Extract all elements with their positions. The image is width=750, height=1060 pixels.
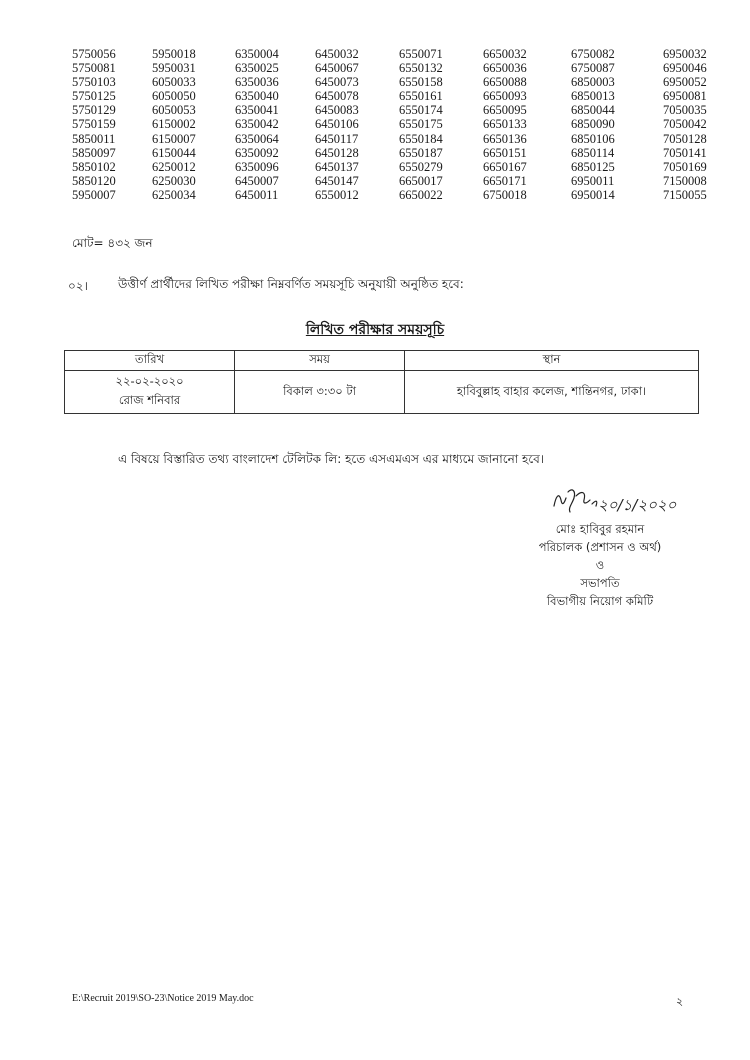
signatory-designation: পরিচালক (প্রশাসন ও অর্থ) [538,540,662,554]
roll-number: 6050033 [152,75,196,90]
roll-number: 6650017 [399,173,443,188]
roll-number: 6550187 [399,145,443,160]
roll-number: 7150008 [663,173,707,188]
roll-number: 6550161 [399,89,443,104]
total-count: মোট= ৪৩২ জন [72,236,153,250]
roll-number: 6350042 [235,117,279,132]
header-time: সময় [235,351,405,371]
roll-number: 5950031 [152,61,196,76]
signature-image [550,478,690,520]
roll-number: 6450073 [315,75,359,90]
roll-number: 6450147 [315,173,359,188]
roll-number: 6350025 [235,61,279,76]
roll-number: 6550071 [399,47,443,61]
roll-number: 6650171 [483,173,527,188]
roll-number: 6650093 [483,89,527,104]
roll-number: 6150002 [152,117,196,132]
roll-number: 6850125 [571,159,615,174]
roll-number: 6650036 [483,61,527,76]
roll-number: 5850097 [72,145,116,160]
signatory-block [530,520,670,610]
schedule-row [65,371,699,414]
roll-number: 6350041 [235,103,279,118]
paragraph-text: উত্তীর্ণ প্রার্থীদের লিখিত পরীক্ষা নিম্নবর্ণিত সময়সূচি অনুযায়ী অনুষ্ঠিত হবে: [118,277,464,291]
roll-number: 6150044 [152,145,196,160]
roll-number: 5750081 [72,61,116,76]
roll-number: 6550158 [399,75,443,90]
roll-number: 7050042 [663,117,707,132]
roll-number: 6950011 [571,173,615,188]
roll-number: 6650151 [483,145,527,160]
roll-number: 6450117 [315,131,359,146]
roll-number: 6050053 [152,103,196,118]
roll-number: 6850013 [571,89,615,104]
roll-number: 6650032 [483,47,527,61]
schedule-title-wrap [0,318,750,342]
roll-number: 6950052 [663,75,707,90]
roll-number: 6850114 [571,145,615,160]
roll-number: 6450083 [315,103,359,118]
paragraph-number: ০২। [68,279,88,293]
header-place: স্থান [405,351,699,371]
roll-number: 6450137 [315,159,359,174]
roll-number: 6950081 [663,89,707,104]
schedule-date: ২২-০২-২০২০ [115,374,184,388]
schedule-table [64,350,699,414]
signature-date: ২০/১/২০২০ [598,496,677,514]
roll-number: 7050169 [663,159,707,174]
roll-number: 6350064 [235,131,279,146]
roll-number: 7050035 [663,103,707,118]
roll-number: 5750129 [72,103,116,118]
roll-number: 6350092 [235,145,279,160]
roll-number: 5850102 [72,159,116,174]
roll-number: 6350036 [235,75,279,90]
roll-number: 6650022 [399,187,443,202]
note-text: এ বিষয়ে বিস্তারিত তথ্য বাংলাদেশ টেলিটক লি: হতে এসএমএস এর মাধ্যমে জানানো হবে। [118,452,545,466]
signatory-role: সভাপতি [580,576,620,590]
roll-number: 6750087 [571,61,615,76]
roll-number: 6250012 [152,159,196,174]
roll-number: 5750103 [72,75,116,90]
roll-number: 7150055 [663,187,707,202]
schedule-date-cell [65,371,235,414]
roll-number: 5950018 [152,47,196,61]
roll-number: 6650136 [483,131,527,146]
signatory-committee: বিভাগীয় নিয়োগ কমিটি [546,594,654,608]
roll-number: 6850106 [571,131,615,146]
roll-number: 6850044 [571,103,615,118]
schedule-day: রোজ শনিবার [118,393,181,407]
roll-number: 6450106 [315,117,359,132]
roll-number: 6350040 [235,89,279,104]
roll-number: 6550279 [399,159,443,174]
roll-number: 5850120 [72,173,116,188]
roll-number: 6550132 [399,61,443,76]
roll-number: 6850003 [571,75,615,90]
roll-number: 6650133 [483,117,527,132]
roll-number: 6450032 [315,47,359,61]
roll-number: 7050128 [663,131,707,146]
roll-number: 6250034 [152,187,196,202]
roll-number: 6850090 [571,117,615,132]
roll-number: 5750125 [72,89,116,104]
roll-number: 6450067 [315,61,359,76]
roll-number: 6550184 [399,131,443,146]
roll-number: 5750056 [72,47,116,61]
roll-number: 6950032 [663,47,707,61]
roll-number: 6350096 [235,159,279,174]
roll-number: 6450011 [235,187,279,202]
roll-number: 6450007 [235,173,279,188]
roll-number: 5950007 [72,187,116,202]
roll-number: 6650167 [483,159,527,174]
roll-number: 6550174 [399,103,443,118]
roll-number: 6750082 [571,47,615,61]
signatory-name: মোঃ হাবিবুর রহমান [555,522,645,536]
header-date: তারিখ [65,351,235,371]
signatory-conjunction: ও [595,558,605,572]
footer-file-path: E:\Recruit 2019\SO-23\Notice 2019 May.doc [72,993,254,1004]
roll-number: 6650088 [483,75,527,90]
schedule-time: বিকাল ৩:৩০ টা [235,371,405,414]
roll-number: 6450078 [315,89,359,104]
roll-number: 5850011 [72,131,116,146]
roll-number: 6550175 [399,117,443,132]
roll-number: 6250030 [152,173,196,188]
roll-number: 6150007 [152,131,196,146]
roll-number: 6950046 [663,61,707,76]
roll-number: 6550012 [315,187,359,202]
roll-number: 6050050 [152,89,196,104]
roll-number: 5750159 [72,117,116,132]
roll-number: 6450128 [315,145,359,160]
roll-number-list [72,47,723,202]
roll-number: 6750018 [483,187,527,202]
page-number: ২ [676,995,684,1008]
schedule-title: লিখিত পরীক্ষার সময়সূচি [305,322,445,338]
schedule-header-row [65,351,699,371]
roll-number: 7050141 [663,145,707,160]
roll-number: 6650095 [483,103,527,118]
roll-number: 6950014 [571,187,615,202]
roll-number: 6350004 [235,47,279,61]
schedule-place: হাবিবুল্লাহ বাহার কলেজ, শান্তিনগর, ঢাকা। [405,371,699,414]
